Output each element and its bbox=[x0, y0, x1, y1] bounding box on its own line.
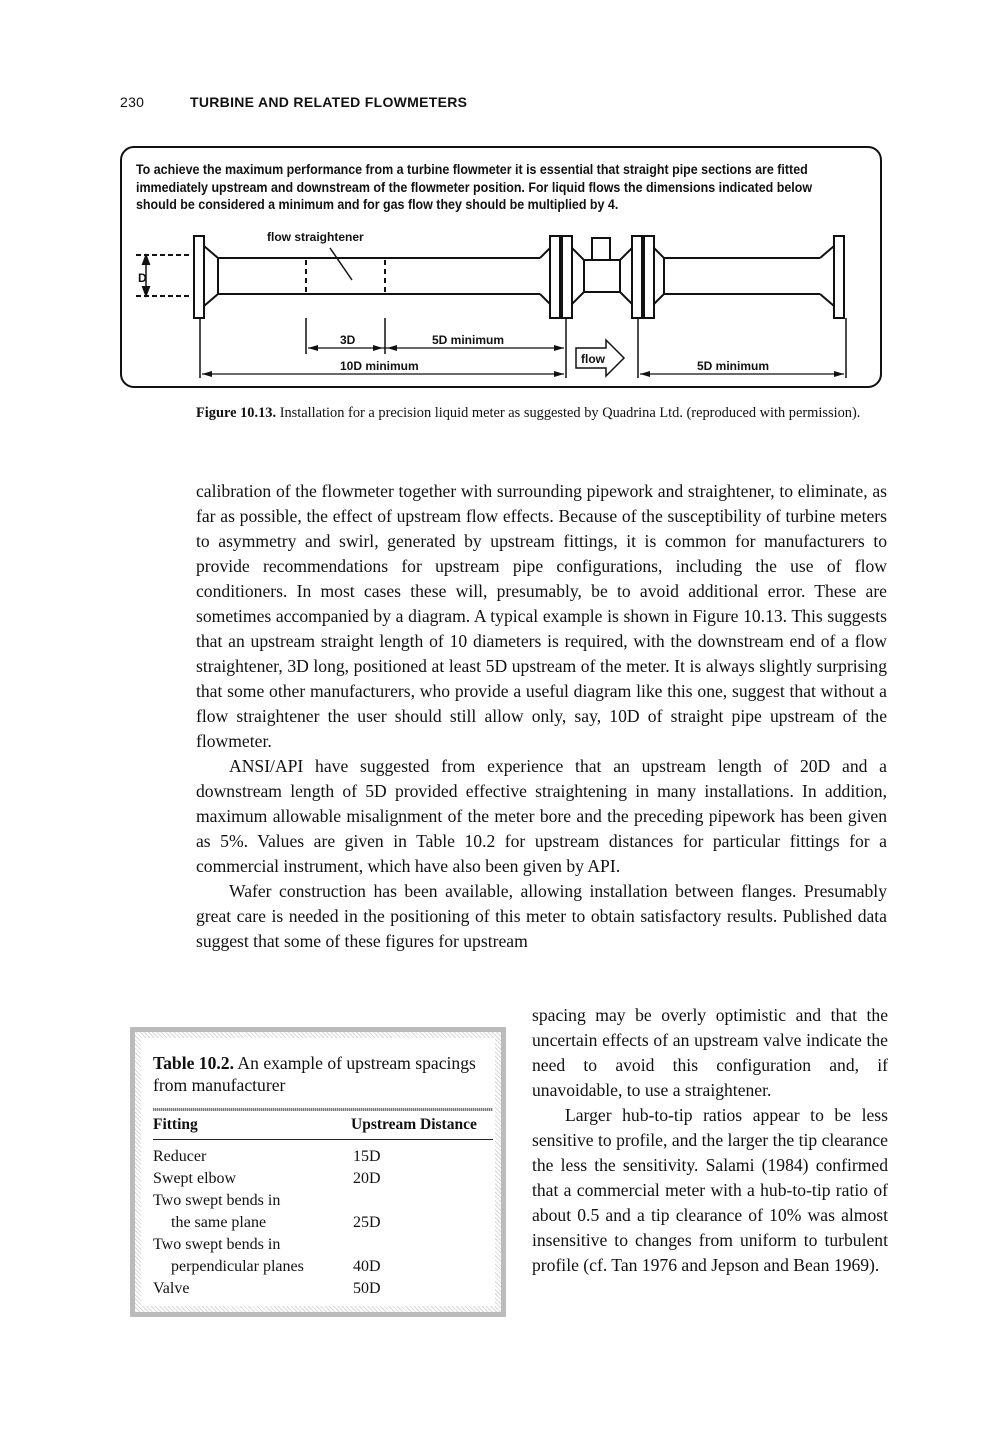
flow-label: flow bbox=[581, 352, 605, 366]
figure-note: To achieve the maximum performance from a turbine flowmeter it is essential that straight pipe sections are fitted immediately upstream and downstream of the flowmeter position. For liquid flows the dimensions indicated below should be considered a minimum and for gas flow they should be multiplied by 4. bbox=[136, 162, 813, 212]
paragraph: Larger hub-to-tip ratios appear to be less sensitive to profile, and the larger the tip clearance the less the sensitivity. Salami (1984) confirmed that a commercial meter with a hub-to-tip ratio of about 0.5 and a tip clearance of 10% was almost insensitive to changes from uniform to turbulent profile (cf. Tan 1976 and Jepson and Bean 1969). bbox=[532, 1105, 888, 1275]
table-row: Two swept bends in bbox=[153, 1236, 281, 1253]
page-number: 230 bbox=[120, 94, 145, 110]
running-header bbox=[120, 94, 467, 110]
table-header bbox=[153, 1116, 493, 1134]
table-row: the same plane 25D bbox=[171, 1214, 381, 1231]
column-header-fitting: Fitting bbox=[153, 1116, 198, 1133]
column-header-distance: Upstream Distance bbox=[351, 1116, 477, 1133]
flow-straightener-label: flow straightener bbox=[267, 230, 364, 244]
table-row: Reducer 15D bbox=[153, 1148, 381, 1165]
diameter-label: D bbox=[138, 271, 147, 285]
table-row: Valve 50D bbox=[153, 1280, 381, 1297]
upstream-5d-label: 5D minimum bbox=[432, 333, 505, 347]
table-row: Swept elbow 20D bbox=[153, 1170, 381, 1187]
pipe-installation-diagram bbox=[122, 218, 862, 383]
figure-caption-text: Installation for a precision liquid meter as suggested by Quadrina Ltd. (reproduced with permission). bbox=[279, 405, 861, 421]
three-d-label: 3D bbox=[340, 333, 356, 347]
body-text bbox=[196, 479, 887, 954]
figure-caption bbox=[196, 404, 886, 422]
paragraph-continuation: spacing may be overly optimistic and that the uncertain effects of an upstream valve indicate the need to avoid this configuration and, if unavoidable, to use a straightener. bbox=[532, 1005, 888, 1100]
table-row: perpendicular planes 40D bbox=[171, 1258, 381, 1275]
table-header-rule bbox=[153, 1139, 493, 1140]
table-label: Table 10.2. bbox=[153, 1053, 234, 1073]
figure-caption-label: Figure 10.13. bbox=[196, 405, 277, 421]
paragraph: calibration of the flowmeter together with surrounding pipework and straightener, to eliminate, as far as possible, the effect of upstream flow effects. Because of the susceptibility of turbine meters to asymmetry and swirl, generated by upstream fittings, it is common for manufacturers to provide recommendations for upstream pipe configurations, including the use of flow conditioners. In most cases these will, presumably, be to avoid additional error. These are sometimes accompanied by a diagram. A typical example is shown in Figure 10.13. This suggests that an upstream straight length of 10 diameters is required, with the downstream end of a flow straightener, 3D long, positioned at least 5D upstream of the meter. It is always slightly surprising that some other manufacturers, who provide a useful diagram like this one, suggest that without a flow straightener the user should still allow only, say, 10D of straight pipe upstream of the flowmeter. bbox=[196, 481, 887, 751]
running-title: TURBINE AND RELATED FLOWMETERS bbox=[190, 94, 468, 110]
ten-d-label: 10D minimum bbox=[340, 359, 419, 373]
downstream-5d-label: 5D minimum bbox=[697, 359, 770, 373]
table-body bbox=[153, 1146, 493, 1300]
table-top-rule bbox=[153, 1108, 493, 1111]
right-column-text bbox=[532, 1003, 888, 1278]
table-caption bbox=[153, 1052, 483, 1096]
table-10-2 bbox=[130, 1027, 506, 1317]
table-caption-text: An example of upstream spacings from manufacturer bbox=[153, 1053, 476, 1095]
paragraph: ANSI/API have suggested from experience that an upstream length of 20D and a downstream length of 5D provided effective straightening in many installations. In addition, maximum allowable misalignment of the meter bore and the preceding pipework has been given as 5%. Values are given in Table 10.2 for upstream distances for particular fittings for a commercial instrument, which have also been given by API. bbox=[196, 756, 887, 876]
paragraph: Wafer construction has been available, allowing installation between flanges. Presumably great care is needed in the positioning of this meter to obtain satisfactory results. Published data suggest that some of these figures for upstream bbox=[196, 881, 887, 951]
table-row: Two swept bends in bbox=[153, 1192, 281, 1209]
